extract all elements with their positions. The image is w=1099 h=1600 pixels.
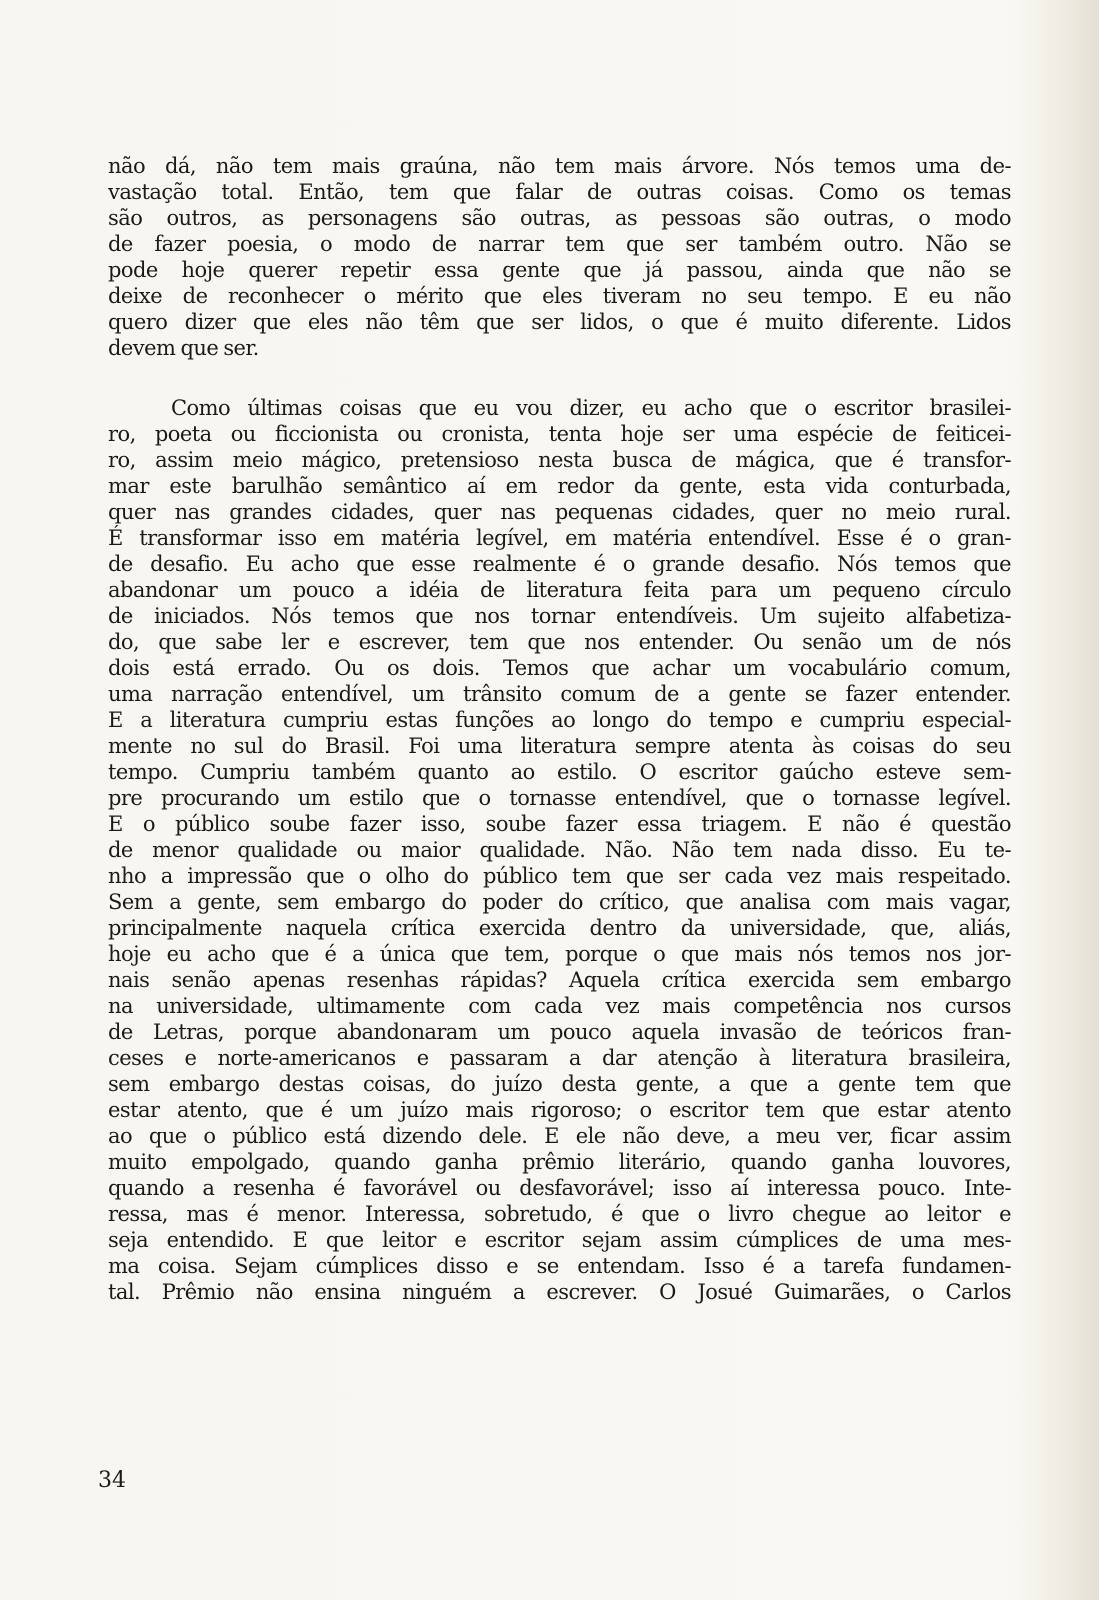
text-line: estar atento, que é um juízo mais rigoroso; o escritor tem que estar atento bbox=[108, 1098, 1011, 1122]
text-line: Sem a gente, sem embargo do poder do crítico, que analisa com mais vagar, bbox=[108, 890, 1011, 914]
text-line: deixe de reconhecer o mérito que eles tiveram no seu tempo. E eu não bbox=[108, 284, 1011, 308]
text-line: de menor qualidade ou maior qualidade. Não. Não tem nada disso. Eu te- bbox=[108, 838, 1011, 862]
page-number: 34 bbox=[98, 1468, 126, 1493]
text-line: ro, poeta ou ficcionista ou cronista, tenta hoje ser uma espécie de feiticei- bbox=[108, 422, 1011, 446]
text-line bbox=[108, 1409, 1011, 1435]
text-line: mente no sul do Brasil. Foi uma literatura sempre atenta às coisas do seu bbox=[108, 734, 1011, 758]
text-line: sem embargo destas coisas, do juízo desta gente, a que a gente tem que bbox=[108, 1072, 1011, 1096]
text-line: abandonar um pouco a idéia de literatura feita para um pequeno círculo bbox=[108, 578, 1011, 602]
text-line: tal. Prêmio não ensina ninguém a escrever. O Josué Guimarães, o Carlos bbox=[108, 1280, 1011, 1304]
text-line: de Letras, porque abandonaram um pouco aquela invasão de teóricos fran- bbox=[108, 1020, 1011, 1044]
text-line: quero dizer que eles não têm que ser lidos, o que é muito diferente. Lidos bbox=[108, 310, 1011, 334]
text-line: ao que o público está dizendo dele. E ele não deve, a meu ver, ficar assim bbox=[108, 1124, 1011, 1148]
text-line: E o público soube fazer isso, soube fazer essa triagem. E não é questão bbox=[108, 812, 1011, 836]
text-line: na universidade, ultimamente com cada vez mais competência nos cursos bbox=[108, 994, 1011, 1018]
text-line: mar este barulhão semântico aí em redor da gente, esta vida conturbada, bbox=[108, 474, 1011, 498]
text-line: dois está errado. Ou os dois. Temos que achar um vocabulário comum, bbox=[108, 656, 1011, 680]
text-line: seja entendido. E que leitor e escritor sejam assim cúmplices de uma mes- bbox=[108, 1228, 1011, 1252]
text-line: ressa, mas é menor. Interessa, sobretudo, é que o livro chegue ao leitor e bbox=[108, 1202, 1011, 1226]
text-line: de fazer poesia, o modo de narrar tem que ser também outro. Não se bbox=[108, 232, 1011, 256]
text-line: tempo. Cumpriu também quanto ao estilo. O escritor gaúcho esteve sem- bbox=[108, 760, 1011, 784]
text-line: É transformar isso em matéria legível, em matéria entendível. Esse é o gran- bbox=[108, 526, 1011, 550]
text-line bbox=[108, 1383, 1011, 1409]
text-line: muito empolgado, quando ganha prêmio literário, quando ganha louvores, bbox=[108, 1150, 1011, 1174]
text-line: uma narração entendível, um trânsito comum de a gente se fazer entender. bbox=[108, 682, 1011, 706]
text-line bbox=[108, 1357, 1011, 1383]
text-line: são outros, as personagens são outras, as pessoas são outras, o modo bbox=[108, 206, 1011, 230]
text-line: quer nas grandes cidades, quer nas pequenas cidades, quer no meio rural. bbox=[108, 500, 1011, 524]
text-line: principalmente naquela crítica exercida dentro da universidade, que, aliás, bbox=[108, 916, 1011, 940]
text-line: não dá, não tem mais graúna, não tem mais árvore. Nós temos uma de- bbox=[108, 154, 1011, 178]
text-line: nho a impressão que o olho do público tem que ser cada vez mais respeitado. bbox=[108, 864, 1011, 888]
text-line: de desafio. Eu acho que esse realmente é o grande desafio. Nós temos que bbox=[108, 552, 1011, 576]
text-line: nais senão apenas resenhas rápidas? Aquela crítica exercida sem embargo bbox=[108, 968, 1011, 992]
text-line: pode hoje querer repetir essa gente que já passou, ainda que não se bbox=[108, 258, 1011, 282]
text-line: devem que ser. bbox=[108, 336, 259, 360]
text-line: pre procurando um estilo que o tornasse entendível, que o tornasse legível. bbox=[108, 786, 1011, 810]
text-line bbox=[108, 1305, 1011, 1331]
text-line: vastação total. Então, tem que falar de outras coisas. Como os temas bbox=[108, 180, 1011, 204]
text-line: Como últimas coisas que eu vou dizer, eu acho que o escritor brasilei- bbox=[171, 396, 1011, 420]
text-line: hoje eu acho que é a única que tem, porque o que mais nós temos nos jor- bbox=[108, 942, 1011, 966]
text-line: E a literatura cumpriu estas funções ao longo do tempo e cumpriu especial- bbox=[108, 708, 1011, 732]
text-line: ceses e norte-americanos e passaram a dar atenção à literatura brasileira, bbox=[108, 1046, 1011, 1070]
text-line: ma coisa. Sejam cúmplices disso e se entendam. Isso é a tarefa fundamen- bbox=[108, 1254, 1011, 1278]
text-line: ro, assim meio mágico, pretensioso nesta busca de mágica, que é transfor- bbox=[108, 448, 1011, 472]
text-line bbox=[108, 1331, 1011, 1357]
text-line: quando a resenha é favorável ou desfavorável; isso aí interessa pouco. Inte- bbox=[108, 1176, 1011, 1200]
text-line: de iniciados. Nós temos que nos tornar entendíveis. Um sujeito alfabetiza- bbox=[108, 604, 1011, 628]
text-line: do, que sabe ler e escrever, tem que nos entender. Ou senão um de nós bbox=[108, 630, 1011, 654]
